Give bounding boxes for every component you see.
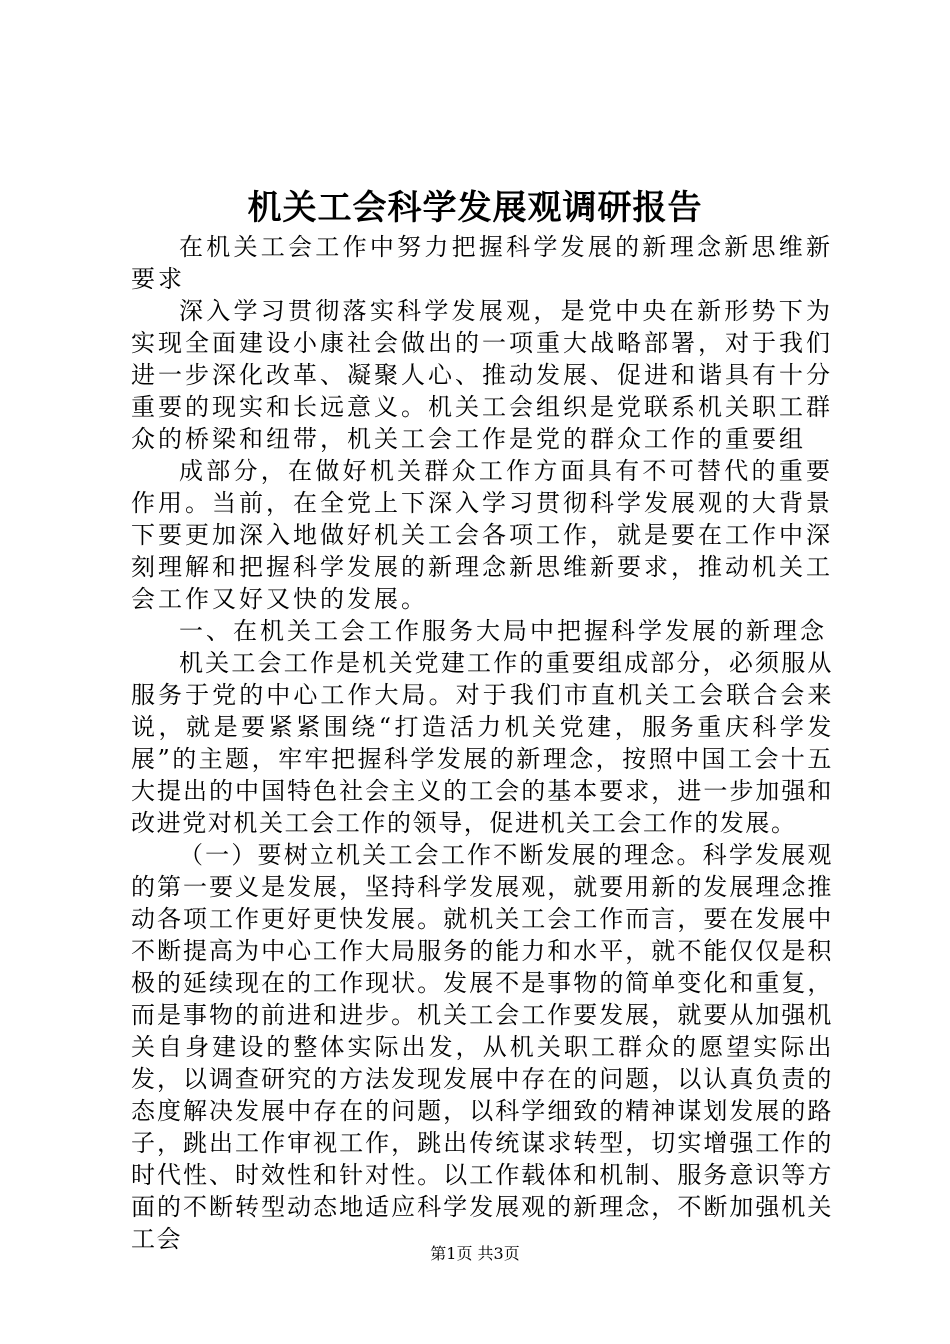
document-body [131, 231, 833, 1255]
paragraph-intro: 深入学习贯彻落实科学发展观，是党中央在新形势下为实现全面建设小康社会做出的一项重大战略部署，对于我们进一步深化改革、凝聚人心、推动发展、促进和谐具有十分重要的现实和长远意义。机关工会组织是党联系机关职工群众的桥梁和纽带，机关工会工作是党的群众工作的重要组 [131, 297, 833, 453]
section-heading-1: 一、在机关工会工作服务大局中把握科学发展的新理念 [179, 617, 827, 645]
paragraph-section-1: 机关工会工作是机关党建工作的重要组成部分，必须服从服务于党的中心工作大局。对于我们市直机关工会联合会来说，就是要紧紧围绕“打造活力机关党建，服务重庆科学发展”的主题，牢牢把握科学发展的新理念，按照中国工会十五大提出的中国特色社会主义的工会的基本要求，进一步加强和改进党对机关工会工作的领导，促进机关工会工作的发展。 [131, 649, 833, 837]
paragraph-subtitle: 在机关工会工作中努力把握科学发展的新理念新思维新要求 [131, 233, 833, 293]
paragraph-subsection-1: （一）要树立机关工会工作不断发展的理念。科学发展观的第一要义是发展，坚持科学发展观，就要用新的发展理念推动各项工作更好更快发展。就机关工会工作而言，要在发展中不断提高为中心工作大局服务的能力和水平，就不能仅仅是积极的延续现在的工作现状。发展不是事物的简单变化和重复，而是事物的前进和进步。机关工会工作要发展，就要从加强机关自身建设的整体实际出发，从机关职工群众的愿望实际出发，以调查研究的方法发现发展中存在的问题，以认真负责的态度解决发展中存在的问题，以科学细致的精神谋划发展的路子，跳出工作审视工作，跳出传统谋求转型，切实增强工作的时代性、时效性和针对性。以工作载体和机制、服务意识等方面的不断转型动态地适应科学发展观的新理念，不断加强机关工会 [131, 841, 833, 1253]
page-footer: 第1页 共3页 [430, 1244, 520, 1263]
document-title: 机关工会科学发展观调研报告 [247, 188, 703, 228]
paragraph-intro-continued: 成部分，在做好机关群众工作方面具有不可替代的重要作用。当前，在全党上下深入学习贯彻科学发展观的大背景下要更加深入地做好机关工会各项工作，就是要在工作中深刻理解和把握科学发展的新理念新思维新要求，推动机关工会工作又好又快的发展。 [131, 457, 833, 613]
